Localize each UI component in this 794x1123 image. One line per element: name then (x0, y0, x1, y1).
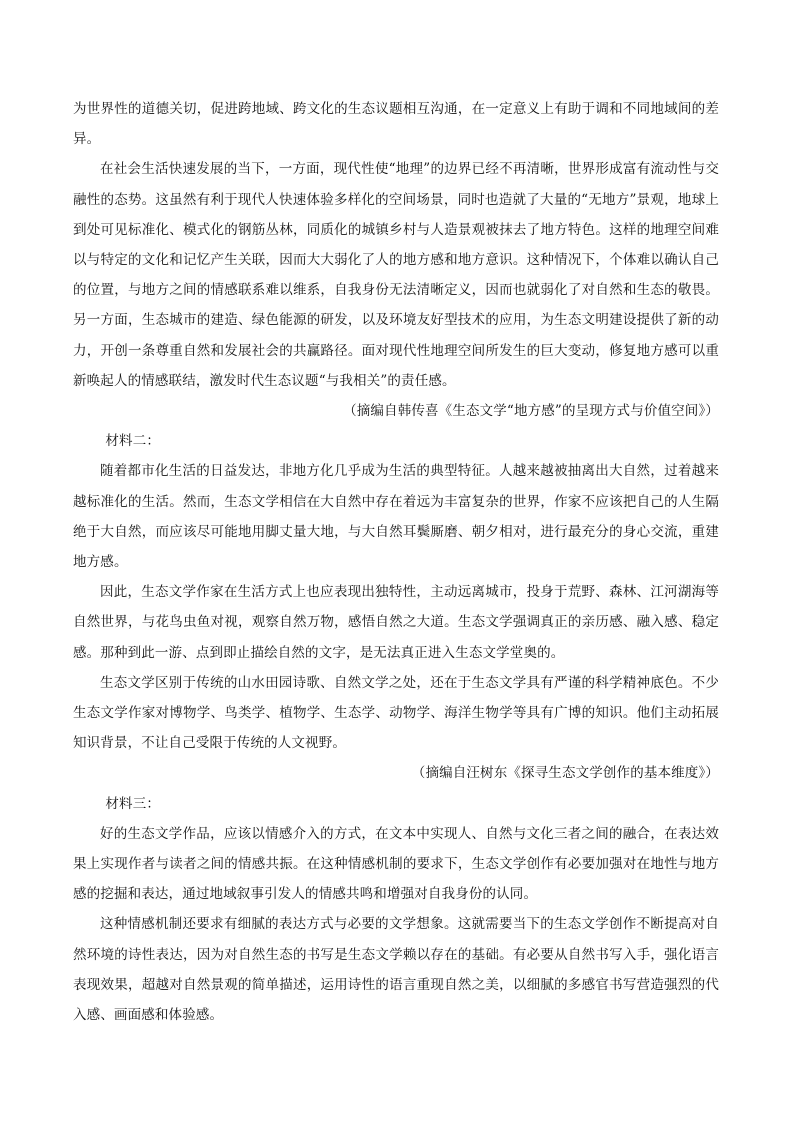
paragraph-science: 生态文学区别于传统的山水田园诗歌、自然文学之处，还在于生态文学具有严谨的科学精神底色。不少生态文学作家对博物学、鸟类学、植物学、生态学、动物学、海洋生物学等具有广博的知识。他们主动拓展知识背景，不让自己受限于传统的人文视野。 (73, 674, 719, 752)
paragraph-continuation: 为世界性的道德关切，促进跨地域、跨文化的生态议题相互沟通，在一定意义上有助于调和不同地域间的差异。 (73, 101, 719, 148)
paragraph-lifestyle: 因此，生态文学作家在生活方式上也应表现出独特性，主动远离城市，投身于荒野、森林、江河湖海等自然世界，与花鸟虫鱼对视，观察自然万物，感悟自然之大道。生态文学强调真正的亲历感、融入感、稳定感。那种到此一游、点到即止描绘自然的文字，是无法真正进入生态文学堂奥的。 (73, 584, 719, 661)
material-2-heading: 材料二： (105, 433, 160, 450)
document-page (73, 94, 719, 1030)
material-3-heading: 材料三： (105, 795, 160, 812)
paragraph-modernity: 在社会生活快速发展的当下，一方面，现代性使“地理”的边界已经不再清晰，世界形成富有流动性与交融性的态势。这虽然有利于现代人快速体验多样化的空间场景，同时也造就了大量的“无地方”景观，地球上到处可见标准化、模式化的钢筋丛林，同质化的城镇乡村与人造景观被抹去了地方特色。这样的地理空间难以与特定的文化和记忆产生关联，因而大大弱化了人的地方感和地方意识。这种情况下，个体难以确认自己的位置，与地方之间的情感联系难以维系，自我身份无法清晰定义，因而也就弱化了对自然和生态的敬畏。另一方面，生态城市的建造、绿色能源的研发，以及环境友好型技术的应用，为生态文明建设提供了新的动力，开创一条尊重自然和发展社会的共赢路径。面对现代性地理空间所发生的巨大变动，修复地方感可以重新唤起人的情感联结，激发时代生态议题“与我相关”的责任感。 (73, 161, 719, 389)
source-citation-2: （摘编自汪树东《探寻生态文学创作的基本维度》） (411, 765, 719, 782)
paragraph-expression: 这种情感机制还要求有细腻的表达方式与必要的文学想象。这就需要当下的生态文学创作不断提高对自然环境的诗性表达，因为对自然生态的书写是生态文学赖以存在的基础。有必要从自然书写入手，强化语言表现效果，超越对自然景观的简单描述，运用诗性的语言重现自然之美，以细腻的多感官书写营造强烈的代入感、画面感和体验感。 (73, 916, 719, 1024)
paragraph-emotion: 好的生态文学作品，应该以情感介入的方式，在文本中实现人、自然与文化三者之间的融合，在表达效果上实现作者与读者之间的情感共振。在这种情感机制的要求下，生态文学创作有必要加强对在地性与地方感的挖掘和表达，通过地域叙事引发人的情感共鸣和增强对自我身份的认同。 (73, 825, 719, 903)
paragraph-urbanization: 随着都市化生活的日益发达，非地方化几乎成为生活的典型特征。人越来越被抽离出大自然，过着越来越标准化的生活。然而，生态文学相信在大自然中存在着远为丰富复杂的世界，作家不应该把自己的人生隔绝于大自然，而应该尽可能地用脚丈量大地，与大自然耳鬓厮磨、朝夕相对，进行最充分的身心交流，重建地方感。 (73, 463, 719, 571)
source-citation-1: （摘编自韩传喜《生态文学“地方感”的呈现方式与价值空间》） (343, 403, 719, 420)
